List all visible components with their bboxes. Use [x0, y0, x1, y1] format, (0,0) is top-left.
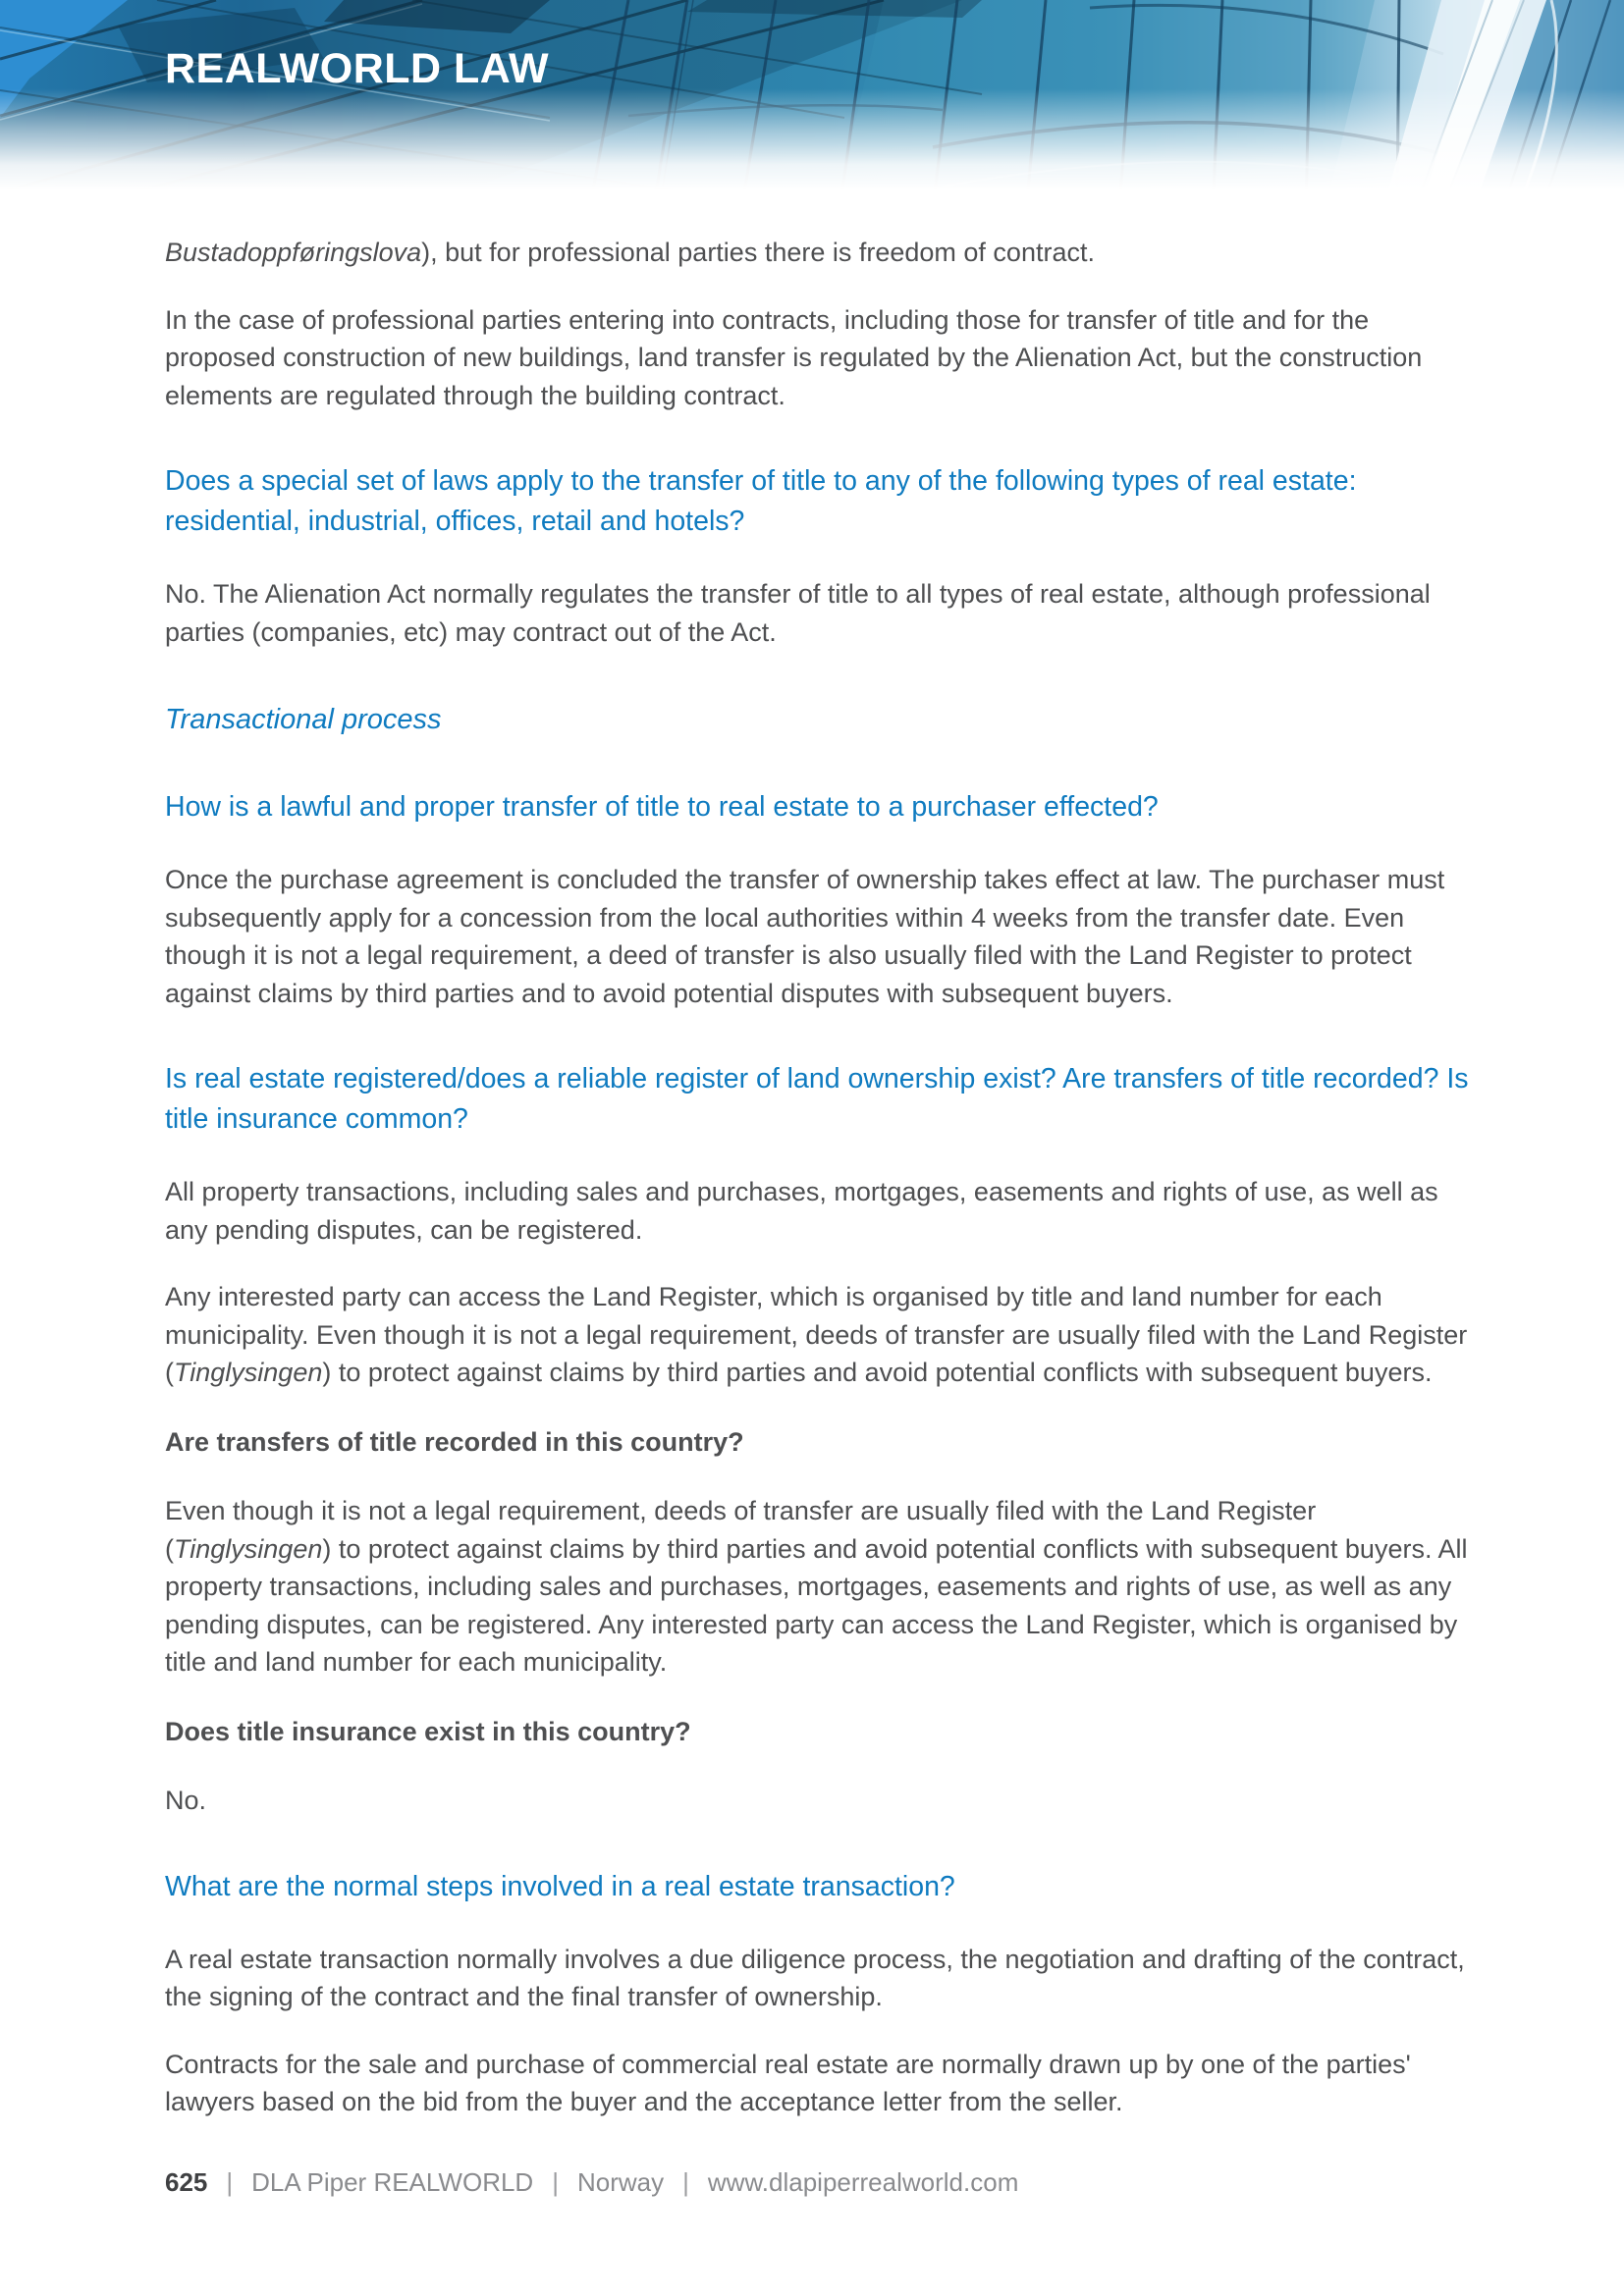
footer-country: Norway — [576, 2166, 665, 2197]
paragraph-contracts-drawn-up: Contracts for the sale and purchase of commercial real estate are normally drawn up by one of the parties' lawyers based on the bid from the buyer and the acceptance letter from the seller. — [165, 2049, 1411, 2116]
paragraph-alienation-act: No. The Alienation Act normally regulates the transfer of title to all types of real estate, although professional parties (companies, etc) may contract out of the Act. — [165, 579, 1431, 647]
footer-website: www.dlapiperrealworld.com — [707, 2166, 1019, 2197]
footer-separator: | — [682, 2166, 689, 2197]
paragraph-deeds-of-transfer — [165, 1492, 1473, 1682]
paragraph-professional-parties: In the case of professional parties entering into contracts, including those for transfer of title and for the proposed construction of new buildings, land transfer is regulated by the Alienation Act, but the construction elements are regulated through the building contract. — [165, 304, 1423, 410]
page-title: REALWORLD LAW — [165, 45, 550, 92]
section-heading-transactional-process: Transactional process — [165, 704, 442, 735]
text-segment: Any interested party can access the Land Register, which is organised by title and land number for each municipality. Even though it is not a legal requirement, deeds of transfer are usually filed with the Land Register ( — [165, 1282, 1468, 1387]
italic-term: Bustadoppføringslova — [165, 238, 422, 267]
italic-term: Tinglysingen — [174, 1533, 323, 1564]
text-segment: Even though it is not a legal requirement, deeds of transfer are usually filed with the Land Register ( — [165, 1496, 1317, 1564]
text-segment: ) to protect against claims by third parties and avoid potential conflicts with subsequent buyers. All property transactions, including sales and purchases, mortgages, easements and rights of use, as well as any pending disputes, can be registered. Any interested party can access the Land Register, which is organised by title and land number for each municipality. — [165, 1533, 1468, 1677]
question-heading-normal-steps: What are the normal steps involved in a real estate transaction? — [165, 1870, 955, 1902]
page-footer — [165, 2167, 1624, 2198]
page-header-banner — [0, 0, 1624, 211]
paragraph-land-register-access — [165, 1278, 1473, 1392]
question-heading-register-exists: Is real estate registered/does a reliable register of land ownership exist? Are transfers of title recorded? Is title insurance common? — [165, 1063, 1469, 1135]
paragraph-property-transactions: All property transactions, including sales and purchases, mortgages, easements and rights of use, as well as any pending disputes, can be registered. — [165, 1177, 1438, 1245]
italic-term: Tinglysingen — [174, 1358, 323, 1387]
question-heading-special-laws: Does a special set of laws apply to the transfer of title to any of the following types of real estate: residential, industrial, offices, retail and hotels? — [165, 465, 1357, 537]
paragraph-intro-continuation — [165, 234, 1473, 272]
footer-separator: | — [226, 2166, 234, 2197]
subquestion-heading-transfers-recorded: Are transfers of title recorded in this country? — [165, 1426, 744, 1457]
paragraph-no-answer: No. — [165, 1786, 207, 1815]
page-number: 625 — [165, 2166, 208, 2197]
paragraph-purchase-agreement: Once the purchase agreement is concluded the transfer of ownership takes effect at law. The purchaser must subsequently apply for a concession from the local authorities within 4 weeks from the transfer date. Even though it is not a legal requirement, a deed of transfer is also usually filed with the Land Register to protect against claims by third parties and to avoid potential disputes with subsequent buyers. — [165, 865, 1445, 1008]
subquestion-heading-title-insurance: Does title insurance exist in this country? — [165, 1716, 691, 1746]
footer-brand: DLA Piper REALWORLD — [251, 2166, 534, 2197]
text-segment: ), but for professional parties there is freedom of contract. — [421, 238, 1095, 267]
paragraph-transaction-steps: A real estate transaction normally involves a due diligence process, the negotiation and drafting of the contract, the signing of the contract and the final transfer of ownership. — [165, 1944, 1465, 2011]
footer-separator: | — [552, 2166, 559, 2197]
question-heading-lawful-transfer: How is a lawful and proper transfer of title to real estate to a purchaser effected? — [165, 791, 1159, 823]
glass-building-photo — [0, 0, 1624, 211]
document-body — [165, 211, 1473, 2121]
text-segment: ) to protect against claims by third parties and avoid potential conflicts with subsequent buyers. — [322, 1358, 1433, 1387]
